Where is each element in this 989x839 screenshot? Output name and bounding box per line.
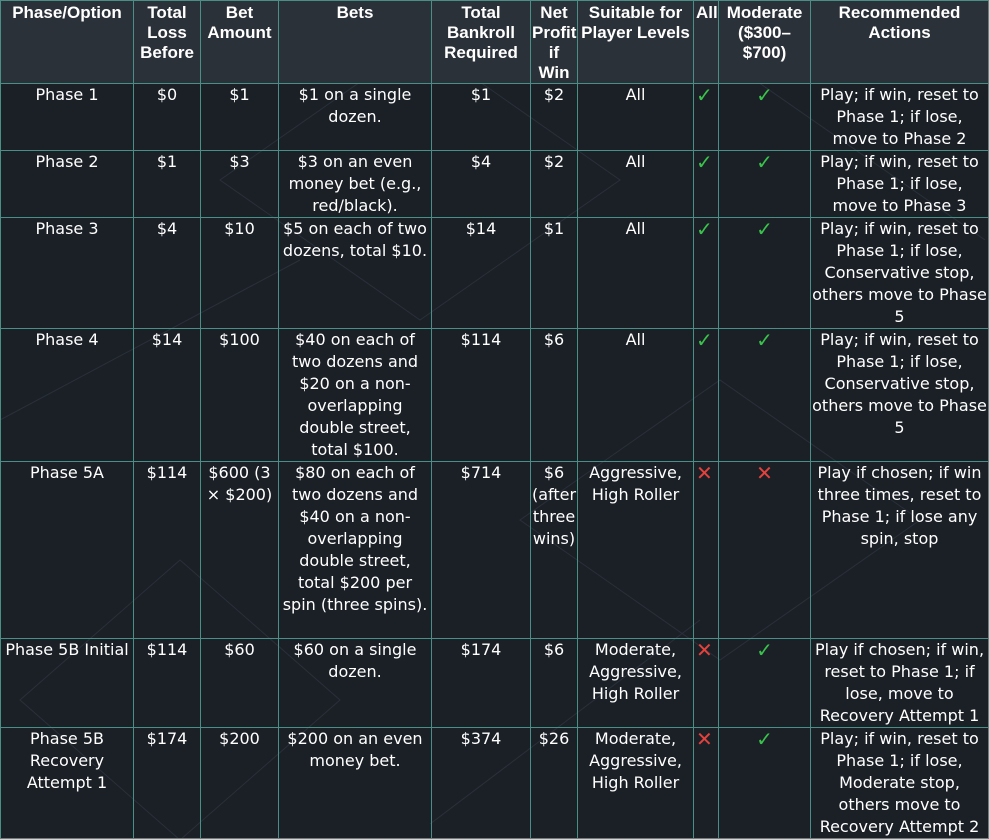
moderate-mark-cell	[719, 728, 811, 839]
phase-cell: Phase 5B Recovery Attempt 1	[1, 728, 134, 839]
net-profit-cell: $2	[531, 84, 578, 151]
bet-amount-cell: $600 (3 × $200)	[201, 462, 279, 639]
total-loss-cell: $114	[134, 639, 201, 728]
bets-cell: $1 on a single dozen.	[279, 84, 432, 151]
total-loss-cell: $1	[134, 151, 201, 218]
bankroll-cell: $14	[432, 218, 531, 329]
check-icon: ✓	[756, 638, 773, 662]
net-profit-cell: $1	[531, 218, 578, 329]
actions-cell: Play; if win, reset to Phase 1; if lose, Conservative stop, others move to Phase 5	[811, 329, 989, 462]
check-icon: ✓	[756, 150, 773, 174]
column-header: Bets	[279, 1, 432, 84]
bankroll-cell: $374	[432, 728, 531, 839]
player-levels-cell: All	[578, 329, 694, 462]
column-header: Phase/Option	[1, 1, 134, 84]
moderate-mark-cell	[719, 151, 811, 218]
column-header: Moderate ($300–$700)	[719, 1, 811, 84]
total-loss-cell: $114	[134, 462, 201, 639]
check-icon: ✓	[696, 83, 713, 107]
bankroll-cell: $174	[432, 639, 531, 728]
phase-cell: Phase 1	[1, 84, 134, 151]
table-row	[1, 462, 989, 639]
all-mark-cell	[694, 462, 719, 639]
check-icon: ✓	[696, 328, 713, 352]
table-row	[1, 329, 989, 462]
phase-cell: Phase 5A	[1, 462, 134, 639]
column-header: Total Bankroll Required	[432, 1, 531, 84]
bets-cell: $60 on a single dozen.	[279, 639, 432, 728]
phase-cell: Phase 4	[1, 329, 134, 462]
moderate-mark-cell	[719, 218, 811, 329]
net-profit-cell: $6	[531, 639, 578, 728]
player-levels-cell: All	[578, 84, 694, 151]
check-icon: ✓	[756, 328, 773, 352]
bet-amount-cell: $10	[201, 218, 279, 329]
moderate-mark-cell	[719, 84, 811, 151]
bankroll-cell: $714	[432, 462, 531, 639]
player-levels-cell: Moderate, Aggressive, High Roller	[578, 728, 694, 839]
all-mark-cell	[694, 151, 719, 218]
table-row	[1, 728, 989, 839]
bet-amount-cell: $3	[201, 151, 279, 218]
table-row	[1, 151, 989, 218]
cross-icon: ✕	[756, 461, 773, 485]
bankroll-cell: $114	[432, 329, 531, 462]
bankroll-cell: $1	[432, 84, 531, 151]
moderate-mark-cell	[719, 639, 811, 728]
bets-cell: $200 on an even money bet.	[279, 728, 432, 839]
cross-icon: ✕	[696, 461, 713, 485]
actions-cell: Play; if win, reset to Phase 1; if lose, Moderate stop, others move to Recovery Attempt 2	[811, 728, 989, 839]
column-header: Net Profit if Win	[531, 1, 578, 84]
net-profit-cell: $6	[531, 329, 578, 462]
bet-amount-cell: $60	[201, 639, 279, 728]
bankroll-cell: $4	[432, 151, 531, 218]
moderate-mark-cell	[719, 329, 811, 462]
actions-cell: Play; if win, reset to Phase 1; if lose, Conservative stop, others move to Phase 5	[811, 218, 989, 329]
moderate-mark-cell	[719, 462, 811, 639]
table-header-row	[1, 1, 989, 84]
actions-cell: Play; if win, reset to Phase 1; if lose, move to Phase 3	[811, 151, 989, 218]
player-levels-cell: Aggressive, High Roller	[578, 462, 694, 639]
net-profit-cell: $6 (after three wins)	[531, 462, 578, 639]
total-loss-cell: $14	[134, 329, 201, 462]
table-row	[1, 218, 989, 329]
bets-cell: $5 on each of two dozens, total $10.	[279, 218, 432, 329]
bet-amount-cell: $100	[201, 329, 279, 462]
check-icon: ✓	[696, 217, 713, 241]
total-loss-cell: $174	[134, 728, 201, 839]
actions-cell: Play if chosen; if win, reset to Phase 1; if lose, move to Recovery Attempt 1	[811, 639, 989, 728]
check-icon: ✓	[756, 217, 773, 241]
all-mark-cell	[694, 218, 719, 329]
player-levels-cell: All	[578, 218, 694, 329]
actions-cell: Play if chosen; if win three times, reset to Phase 1; if lose any spin, stop	[811, 462, 989, 639]
phase-cell: Phase 5B Initial	[1, 639, 134, 728]
column-header: Total Loss Before	[134, 1, 201, 84]
check-icon: ✓	[756, 83, 773, 107]
phase-cell: Phase 2	[1, 151, 134, 218]
column-header: All	[694, 1, 719, 84]
all-mark-cell	[694, 84, 719, 151]
phase-cell: Phase 3	[1, 218, 134, 329]
player-levels-cell: All	[578, 151, 694, 218]
net-profit-cell: $26	[531, 728, 578, 839]
bets-cell: $40 on each of two dozens and $20 on a non-overlapping double street, total $100.	[279, 329, 432, 462]
actions-cell: Play; if win, reset to Phase 1; if lose, move to Phase 2	[811, 84, 989, 151]
cross-icon: ✕	[696, 727, 713, 751]
column-header: Bet Amount	[201, 1, 279, 84]
bet-amount-cell: $1	[201, 84, 279, 151]
cross-icon: ✕	[696, 638, 713, 662]
all-mark-cell	[694, 639, 719, 728]
bets-cell: $80 on each of two dozens and $40 on a non-overlapping double street, total $200 per spin (three spins).	[279, 462, 432, 639]
check-icon: ✓	[756, 727, 773, 751]
column-header: Recommended Actions	[811, 1, 989, 84]
check-icon: ✓	[696, 150, 713, 174]
bets-cell: $3 on an even money bet (e.g., red/black).	[279, 151, 432, 218]
all-mark-cell	[694, 728, 719, 839]
table-row	[1, 84, 989, 151]
total-loss-cell: $0	[134, 84, 201, 151]
net-profit-cell: $2	[531, 151, 578, 218]
all-mark-cell	[694, 329, 719, 462]
total-loss-cell: $4	[134, 218, 201, 329]
bet-amount-cell: $200	[201, 728, 279, 839]
column-header: Suitable for Player Levels	[578, 1, 694, 84]
player-levels-cell: Moderate, Aggressive, High Roller	[578, 639, 694, 728]
table-row	[1, 639, 989, 728]
